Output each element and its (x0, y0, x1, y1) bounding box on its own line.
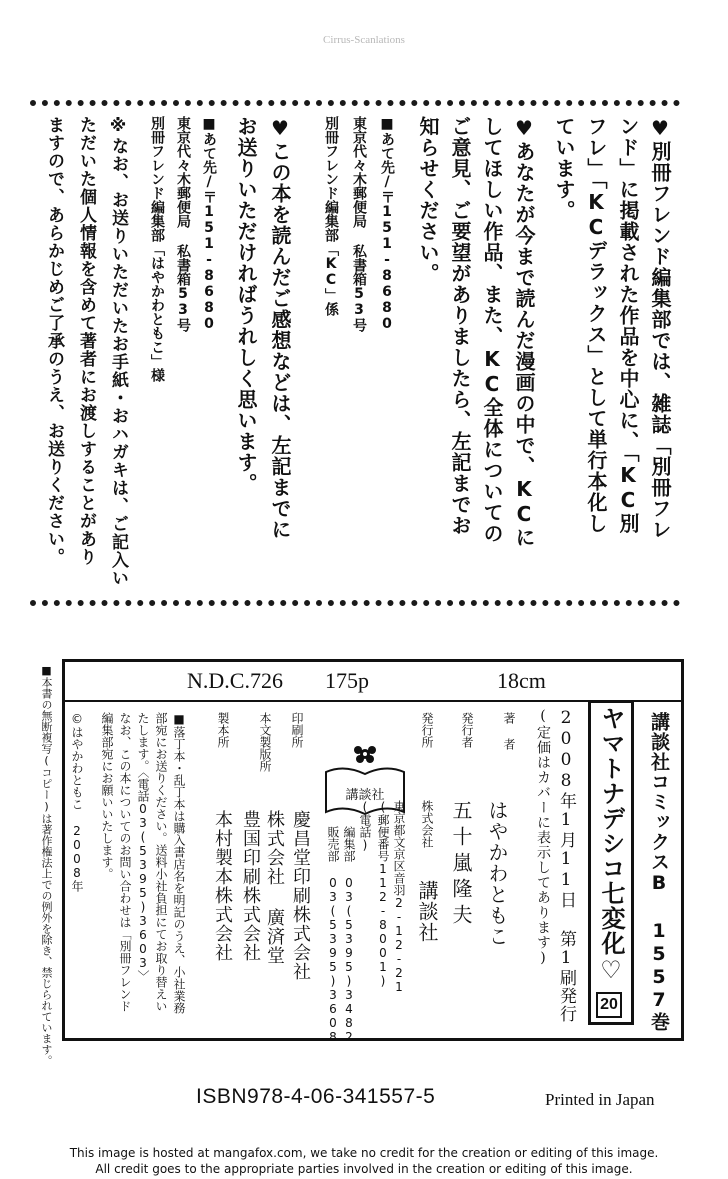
notice-col-13: お送りいただければうれしく思います。 (234, 116, 258, 494)
publishing-house-label: 発行所 (420, 712, 434, 748)
return-note-4: なお、この本についてのお問い合わせは「別冊フレンド (118, 712, 132, 1012)
publishing-house: 講談社 (415, 880, 439, 943)
author-label: 著 者 (502, 712, 516, 750)
author-name: はやかわともこ (485, 800, 509, 947)
address-kc-2: 東京代々木郵便局 私書箱53号 (351, 116, 367, 332)
return-note-1: ■落丁本・乱丁本は購入書店名を明記のうえ、小社業務 (172, 712, 186, 1014)
notice-col-12: ♥この本を読んだご感想などは、左記までに (268, 116, 292, 540)
kodansha-logo (322, 742, 408, 820)
series-number: 1557巻 (648, 920, 670, 1032)
address-author-1: ■あて先/〒151-8680 (201, 116, 217, 332)
address-kc-3: 別冊フレンド編集部「KC」係 (323, 116, 339, 316)
logo-text: 講談社 (345, 788, 385, 803)
notice-col-6: してほしい作品、また、KC全体についての (480, 116, 504, 544)
binder-label: 製本所 (216, 712, 230, 748)
address-author-3: 別冊フレンド編集部「はやかわともこ」様 (149, 116, 165, 382)
publisher-label: 発行者 (460, 712, 474, 748)
footer-line-2: All credit goes to the appropriate parties involved in the creation or editing of this image. (95, 1162, 633, 1176)
publisher-address: 東京都文京区音羽2-12-21 (392, 800, 406, 994)
notice-col-2: ンド」に掲載された作品を中心に、「KC別 (616, 116, 640, 534)
privacy-note-2: ただいた個人情報を含めて著者にお渡しすることがあり (76, 116, 96, 566)
bottom-dotted-divider (30, 600, 680, 606)
return-note-3: たします。〈電話03(5395)3603〉 (136, 712, 150, 982)
scanlation-credit: Cirrus-Scanlations (323, 34, 405, 46)
page-count: 175p (325, 668, 369, 693)
privacy-note-3: ますので、あらかじめご了承のうえ、お送りください。 (44, 116, 64, 566)
price-note: (定価はカバーに表示してあります) (535, 708, 551, 967)
address-author-2: 東京代々木郵便局 私書箱53号 (175, 116, 191, 332)
binder-name: 本村製本株式会社 (212, 810, 233, 962)
phone-label: (電話) (358, 800, 372, 852)
privacy-note-1: ※なお、お送りいただいたお手紙・おハガキは、ご記入い (108, 116, 128, 587)
notice-col-8: 知らせください。 (416, 116, 440, 284)
notice-col-3: フレ」「KCデラックス」として単行本化し (584, 116, 608, 534)
copyright: ©はやかわともこ 2008年 (70, 712, 84, 892)
address-kc-1: ■あて先/〒151-8680 (379, 116, 395, 332)
notice-col-5: ♥あなたが今まで読んだ漫画の中で、KCに (512, 116, 536, 548)
notice-col-4: ています。 (552, 116, 576, 221)
postal-code: (郵便番号112-8001) (376, 800, 390, 988)
printer-name: 慶昌堂印刷株式会社 (290, 810, 311, 981)
return-note-5: 編集部宛にお願いいたします。 (100, 712, 114, 880)
publish-date: 2008年1月11日 第1刷発行 (556, 708, 576, 1023)
series-name: 講談社コミックスB (648, 712, 670, 895)
book-size: 18cm (497, 668, 546, 693)
text-printer-2: 豊国印刷株式会社 (240, 810, 261, 962)
publisher-name: 五十嵐隆夫 (449, 800, 473, 930)
printer-label: 印刷所 (290, 712, 304, 748)
footer-line-1: This image is hosted at mangafox.com, we take no credit for the creation or editing of this image. (69, 1146, 659, 1160)
text-printer-1: 株式会社 廣済堂 (264, 810, 285, 965)
text-printer-label: 本文製版所 (258, 712, 272, 772)
hosting-footer (0, 1145, 728, 1177)
phone-sales: 販売部 03(5395)3608 (326, 826, 340, 1044)
top-dotted-divider (30, 100, 680, 106)
book-title: ヤマトナデシコ七変化♡ (597, 706, 625, 985)
phone-edit: 編集部 03(5395)3482 (342, 826, 356, 1044)
copy-restriction-note: ■本書の無断複写(コピー)は著作権法上での例外を除き、禁じられています。 (40, 664, 53, 1066)
printed-in: Printed in Japan (545, 1090, 655, 1109)
volume-badge: 20 (596, 992, 622, 1018)
notice-col-7: ご意見、ご要望がありましたら、左記までお (448, 116, 472, 536)
isbn: ISBN978-4-06-341557-5 (196, 1085, 436, 1108)
return-note-2: 部宛にお送りください。送料小社負担にてお取り替えい (154, 712, 168, 1012)
notice-col-1: ♥別冊フレンド編集部では、雑誌「別冊フレ (648, 116, 672, 540)
company-kind: 株式会社 (420, 800, 434, 848)
ndc-code: N.D.C.726 (187, 668, 283, 693)
